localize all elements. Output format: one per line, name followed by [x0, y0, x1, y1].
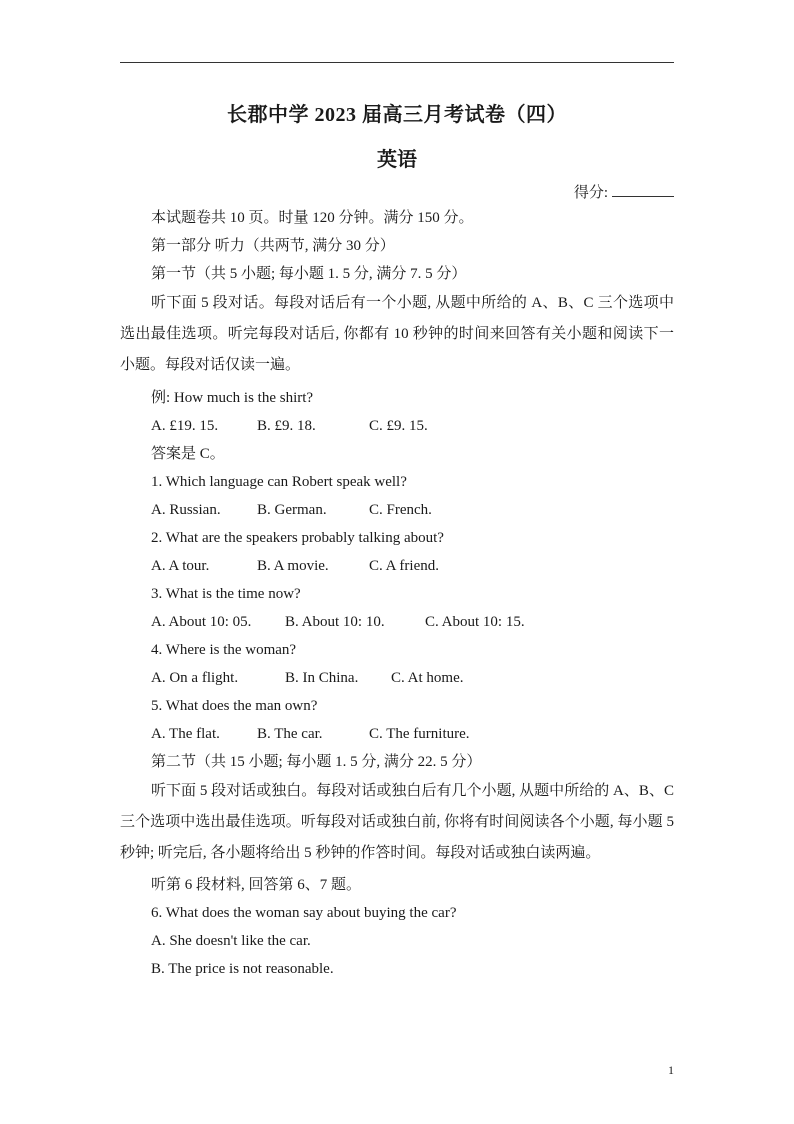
section2-instructions: 听下面 5 段对话或独白。每段对话或独白后有几个小题, 从题中所给的 A、B、C 三个选项中选出最佳选项。听每段对话或独白前, 你将有时间阅读各个小题, 每小题 5 秒钟; 听完后, 各小题将给出 5 秒钟的作答时间。每段对话或独白读两遍。	[120, 783, 674, 861]
option-c: C. French.	[369, 502, 432, 518]
option-c: C. About 10: 15.	[425, 614, 525, 630]
score-label: 得分:	[573, 185, 608, 201]
exam-title: 长郡中学 2023 届高三月考试卷（四）	[227, 104, 567, 126]
option-b: B. £9. 18.	[257, 418, 316, 434]
header-rule	[120, 62, 674, 63]
score-blank	[612, 182, 674, 197]
question-4-options	[120, 664, 674, 692]
question-6-option-b: B. The price is not reasonable.	[151, 961, 334, 977]
exam-content	[120, 204, 674, 983]
question-6-option-a: A. She doesn't like the car.	[151, 933, 311, 949]
option-b: B. About 10: 10.	[285, 614, 385, 630]
example-options	[120, 412, 674, 440]
option-b: B. The car.	[257, 726, 323, 742]
option-b: B. In China.	[285, 670, 359, 686]
option-a: A. On a flight.	[151, 670, 239, 686]
option-a: A. A tour.	[151, 558, 210, 574]
option-c: C. The furniture.	[369, 726, 470, 742]
question-4: 4. Where is the woman?	[151, 642, 297, 658]
question-5-options	[120, 720, 674, 748]
page-number: 1	[668, 1063, 674, 1077]
subject-title: 英语	[377, 149, 417, 171]
score-field	[574, 181, 674, 202]
question-1-options	[120, 496, 674, 524]
option-a: A. Russian.	[151, 502, 221, 518]
paper-info: 本试题卷共 10 页。时量 120 分钟。满分 150 分。	[151, 210, 474, 226]
question-2-options	[120, 552, 674, 580]
material-note: 听第 6 段材料, 回答第 6、7 题。	[151, 877, 362, 893]
option-b: B. German.	[257, 502, 327, 518]
example-answer: 答案是 C。	[151, 446, 225, 462]
option-a: A. The flat.	[151, 726, 220, 742]
option-c: C. At home.	[391, 670, 464, 686]
section1-instructions: 听下面 5 段对话。每段对话后有一个小题, 从题中所给的 A、B、C 三个选项中选出最佳选项。听完每段对话后, 你都有 10 秒钟的时间来回答有关小题和阅读下一小题。每段对话仅读一遍。	[120, 295, 674, 373]
option-a: A. About 10: 05.	[151, 614, 252, 630]
question-6: 6. What does the woman say about buying the car?	[151, 905, 457, 921]
question-3-options	[120, 608, 674, 636]
section2-heading: 第二节（共 15 小题; 每小题 1. 5 分, 满分 22. 5 分）	[151, 754, 482, 770]
question-1: 1. Which language can Robert speak well?	[151, 474, 407, 490]
part1-heading: 第一部分 听力（共两节, 满分 30 分）	[151, 238, 395, 254]
question-2: 2. What are the speakers probably talking about?	[151, 530, 444, 546]
question-3: 3. What is the time now?	[151, 586, 301, 602]
option-c: C. £9. 15.	[369, 418, 428, 434]
option-a: A. £19. 15.	[151, 418, 219, 434]
section1-heading: 第一节（共 5 小题; 每小题 1. 5 分, 满分 7. 5 分）	[151, 266, 467, 282]
question-5: 5. What does the man own?	[151, 698, 318, 714]
example-question: 例: How much is the shirt?	[151, 390, 314, 406]
option-b: B. A movie.	[257, 558, 329, 574]
option-c: C. A friend.	[369, 558, 439, 574]
